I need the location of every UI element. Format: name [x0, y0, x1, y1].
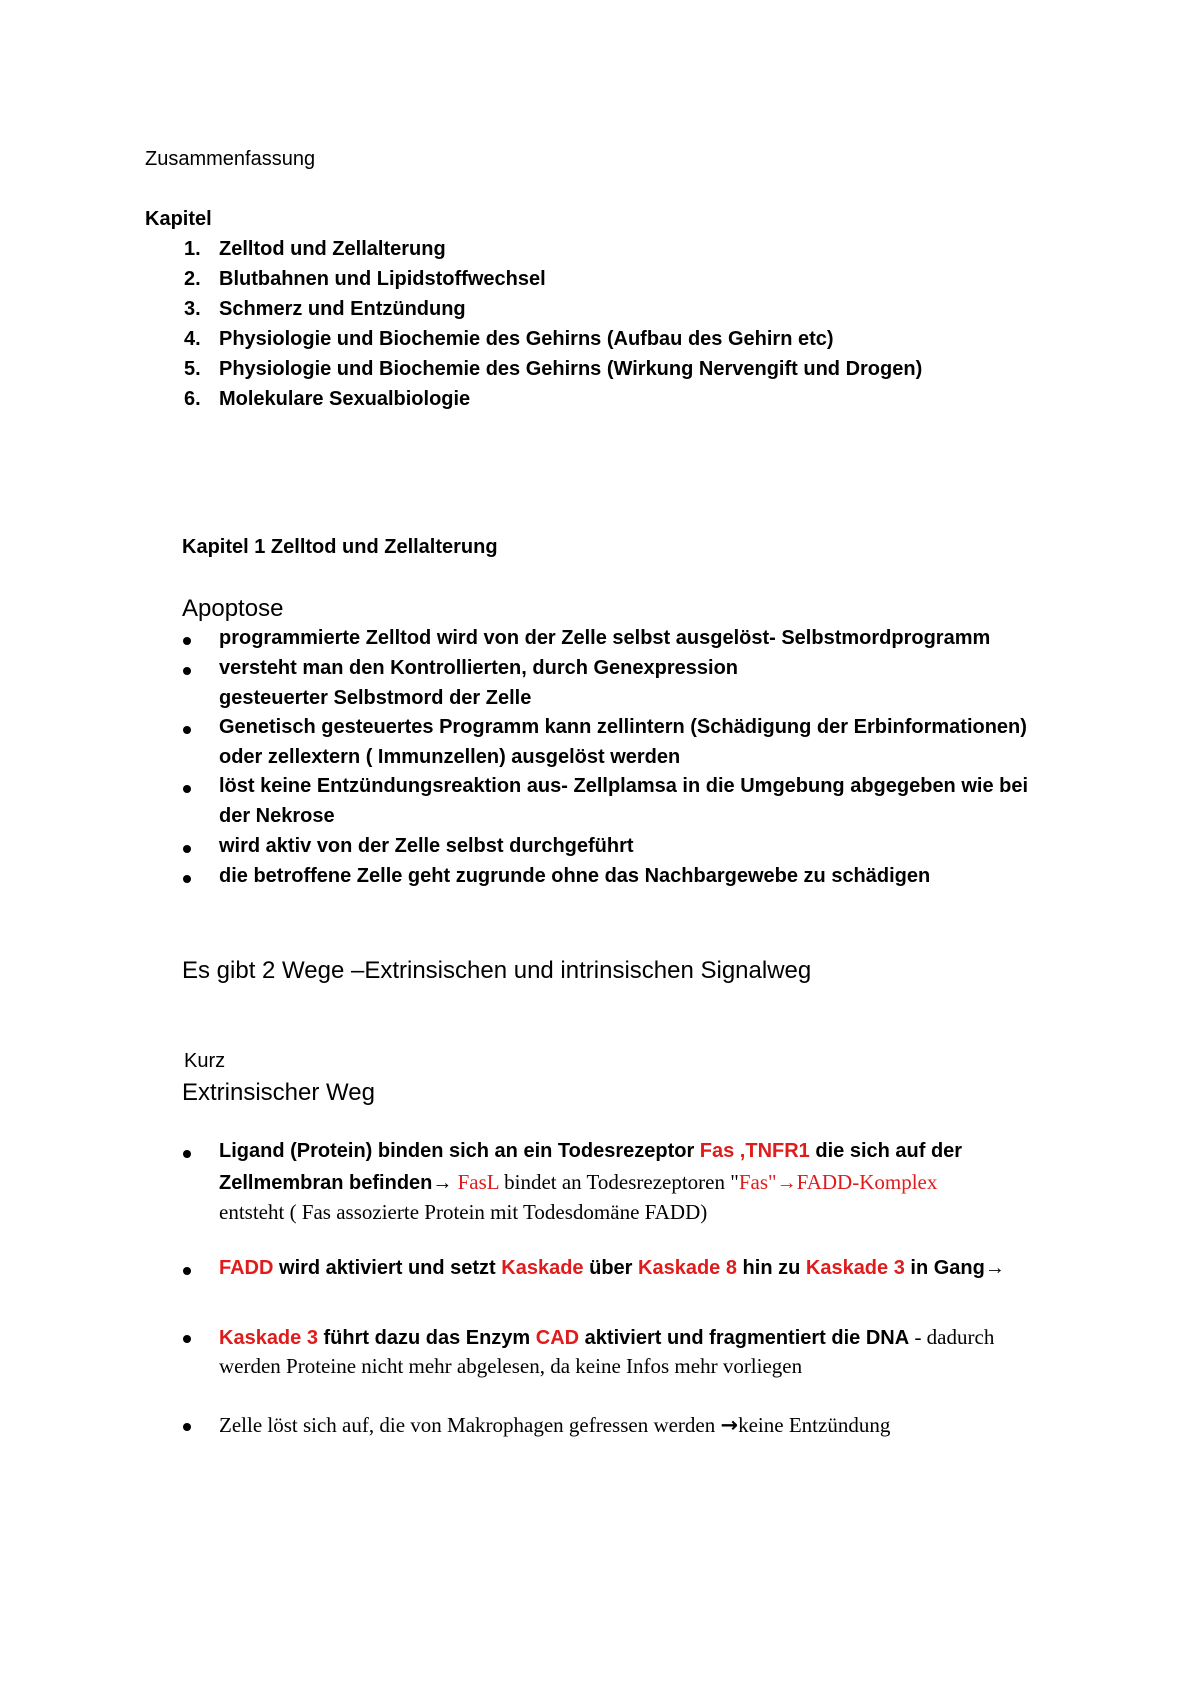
- list-item: [219, 1413, 890, 1438]
- bullet-icon: [183, 726, 191, 734]
- chapter-item: Zelltod und Zellalterung: [219, 238, 446, 260]
- bullet-icon: [183, 785, 191, 793]
- extrinsisch-heading: Extrinsischer Weg: [182, 1079, 375, 1106]
- text-segment: über: [583, 1257, 639, 1279]
- chapter-number: 5.: [184, 358, 201, 380]
- highlight-term: FADD-Komplex: [796, 1170, 938, 1194]
- bullet-icon: [183, 845, 191, 853]
- text-segment: in Gang: [904, 1257, 985, 1279]
- highlight-term: FasL: [452, 1170, 505, 1194]
- text-segment: Zellmembran befinden: [219, 1172, 433, 1194]
- chapter-item: Molekulare Sexualbiologie: [219, 388, 471, 410]
- list-item: versteht man den Kontrollierten, durch Genexpression: [219, 657, 739, 679]
- highlight-term: Kaskade: [501, 1257, 584, 1279]
- chapter1-heading: Kapitel 1 Zelltod und Zellalterung: [182, 536, 498, 558]
- highlight-term: Kaskade 8: [638, 1257, 737, 1279]
- chapter-item: Blutbahnen und Lipidstoffwechsel: [219, 268, 546, 290]
- list-item: die betroffene Zelle geht zugrunde ohne das Nachbargewebe zu schädigen: [219, 865, 931, 887]
- highlight-term: CAD: [535, 1327, 580, 1349]
- text-segment: bindet an Todesrezeptoren ": [504, 1170, 739, 1194]
- text-segment: hin zu: [736, 1257, 806, 1279]
- list-item: [219, 1257, 1005, 1280]
- apoptose-heading: Apoptose: [182, 595, 284, 622]
- wege-heading: Es gibt 2 Wege –Extrinsischen und intrinsischen Signalweg: [182, 957, 812, 984]
- list-item-continuation: entsteht ( Fas assozierte Protein mit Todesdomäne FADD): [219, 1200, 708, 1224]
- chapter-item: Physiologie und Biochemie des Gehirns (Wirkung Nervengift und Drogen): [219, 358, 923, 380]
- text-segment: - dadurch: [909, 1325, 995, 1349]
- arrow-icon: →: [776, 1172, 797, 1194]
- arrow-icon: →: [432, 1172, 453, 1194]
- bullet-icon: [183, 875, 191, 883]
- list-item-continuation: oder zellextern ( Immunzellen) ausgelöst werden: [219, 746, 681, 768]
- text-segment: keine Entzündung: [738, 1413, 891, 1437]
- list-item: löst keine Entzündungsreaktion aus- Zellplamsa in die Umgebung abgegeben wie bei: [219, 775, 1029, 797]
- highlight-term: Fas": [738, 1170, 777, 1194]
- text-segment: führt dazu das Enzym: [317, 1327, 536, 1349]
- chapter-number: 4.: [184, 328, 201, 350]
- text-segment: Zelle löst sich auf, die von Makrophagen gefressen werden: [219, 1413, 721, 1437]
- chapter-item: Physiologie und Biochemie des Gehirns (Aufbau des Gehirn etc): [219, 328, 834, 350]
- text-segment: die sich auf der: [809, 1140, 963, 1162]
- chapter-number: 3.: [184, 298, 201, 320]
- list-item: [219, 1325, 994, 1350]
- list-item-continuation: gesteuerter Selbstmord der Zelle: [219, 687, 532, 709]
- highlight-term: Fas ,TNFR1: [699, 1140, 810, 1162]
- bullet-icon: [183, 667, 191, 675]
- bullet-icon: [183, 637, 191, 645]
- text-segment: Ligand (Protein) binden sich an ein Todesrezeptor: [219, 1140, 700, 1162]
- list-item-continuation: [219, 1170, 937, 1195]
- chapter-item: Schmerz und Entzündung: [219, 298, 466, 320]
- highlight-term: Kaskade 3: [805, 1257, 905, 1279]
- kurz-label: Kurz: [184, 1050, 226, 1072]
- list-item-continuation: der Nekrose: [219, 805, 335, 827]
- arrow-icon: →: [720, 1413, 739, 1437]
- chapter-number: 2.: [184, 268, 201, 290]
- highlight-term: FADD: [219, 1257, 274, 1279]
- bullet-icon: [183, 1335, 191, 1343]
- document-title: Zusammenfassung: [145, 148, 316, 170]
- bullet-icon: [183, 1267, 191, 1275]
- chapter-number: 1.: [184, 238, 201, 260]
- list-item-continuation: werden Proteine nicht mehr abgelesen, da keine Infos mehr vorliegen: [219, 1354, 803, 1378]
- list-item: Genetisch gesteuertes Programm kann zellintern (Schädigung der Erbinformationen): [219, 716, 1027, 738]
- chapter-number: 6.: [184, 388, 201, 410]
- highlight-term: Kaskade 3: [219, 1327, 318, 1349]
- bullet-icon: [183, 1423, 191, 1431]
- text-segment: aktiviert und fragmentiert die DNA: [579, 1327, 910, 1349]
- text-segment: wird aktiviert und setzt: [273, 1257, 502, 1279]
- list-item: programmierte Zelltod wird von der Zelle selbst ausgelöst- Selbstmordprogramm: [219, 627, 991, 649]
- bullet-icon: [183, 1150, 191, 1158]
- list-item: [219, 1140, 962, 1163]
- list-item: wird aktiv von der Zelle selbst durchgeführt: [219, 835, 634, 857]
- arrow-icon: →: [984, 1257, 1005, 1279]
- kapitel-label: Kapitel: [145, 208, 212, 230]
